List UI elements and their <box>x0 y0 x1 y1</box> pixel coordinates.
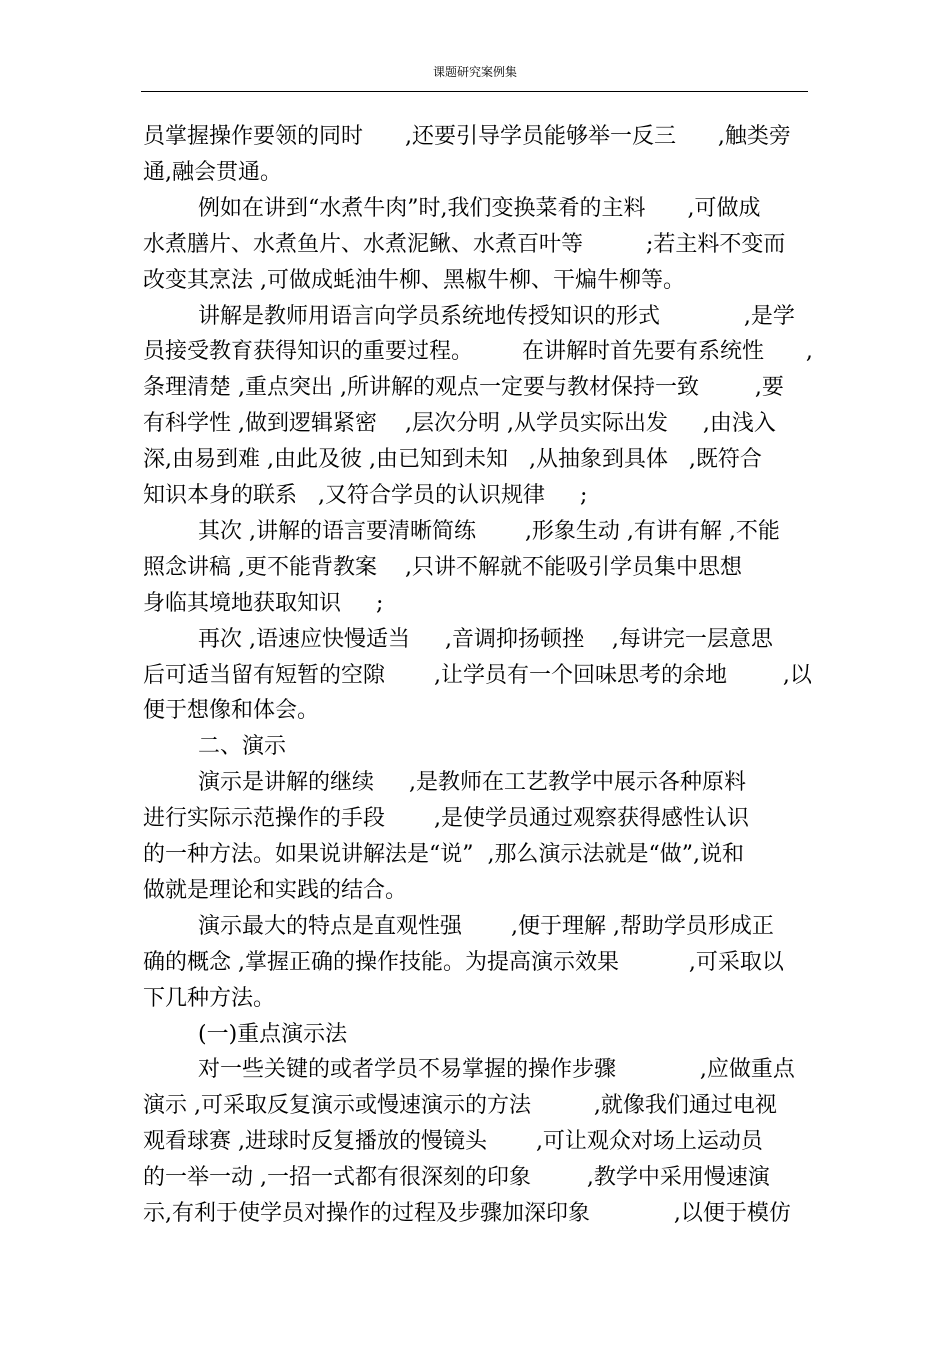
page-header: 课题研究案例集 <box>432 65 517 79</box>
text-line: 的一种方法。如果说讲解法是“说” ,那么演示法就是“做”,说和 <box>143 842 744 867</box>
text-line: 其次 ,讲解的语言要清晰简练 ,形象生动 ,有讲有解 ,不能 <box>198 518 780 544</box>
text-line: 下几种方法。 <box>143 985 276 1011</box>
text-line: 有科学性 ,做到逻辑紧密 ,层次分明 ,从学员实际出发 ,由浅入 <box>143 411 776 437</box>
text-line: 身临其境地获取知识 ; <box>143 590 384 616</box>
text-line: 通,融会贯通。 <box>143 159 282 185</box>
text-line: 讲解是教师用语言向学员系统地传授知识的形式 ,是学 <box>198 303 795 329</box>
text-line: 对一些关键的或者学员不易掌握的操作步骤 ,应做重点 <box>198 1057 795 1083</box>
text-line: 演示是讲解的继续 ,是教师在工艺教学中展示各种原料 <box>198 770 746 796</box>
text-line: 条理清楚 ,重点突出 ,所讲解的观点一定要与教材保持一致 ,要 <box>143 375 784 401</box>
subsection-heading: (一)重点演示法 <box>198 1021 348 1047</box>
text-line: 水煮膳片、水煮鱼片、水煮泥鳅、水煮百叶等 ;若主料不变而 <box>143 231 786 257</box>
text-line: 观看球赛 ,进球时反复播放的慢镜头 ,可让观众对场上运动员 <box>143 1129 763 1155</box>
text-line: 深,由易到难 ,由此及彼 ,由已知到未知 ,从抽象到具体 ,既符合 <box>143 447 762 473</box>
text-line: 示,有利于使学员对操作的过程及步骤加深印象 ,以便于模仿 <box>143 1201 791 1226</box>
section-heading: 二、演示 <box>198 734 287 760</box>
text-line: 照念讲稿 ,更不能背教案 ,只讲不解就不能吸引学员集中思想 <box>143 554 742 580</box>
text-line: 后可适当留有短暂的空隙 ,让学员有一个回味思考的余地 ,以 <box>143 662 812 688</box>
text-line: 做就是理论和实践的结合。 <box>143 877 408 903</box>
text-line: 知识本身的联系 ,又符合学员的认识规律 ; <box>143 483 588 508</box>
text-line: 确的概念 ,掌握正确的操作技能。为提高演示效果 ,可采取以 <box>143 949 784 975</box>
text-line: 的一举一动 ,一招一式都有很深刻的印象 ,教学中采用慢速演 <box>143 1165 770 1191</box>
text-line: 演示 ,可采取反复演示或慢速演示的方法 ,就像我们通过电视 <box>143 1093 777 1119</box>
text-line: 员接受教育获得知识的重要过程。 在讲解时首先要有系统性 , <box>143 339 813 365</box>
text-line: 进行实际示范操作的手段 ,是使学员通过观察获得感性认识 <box>143 806 749 832</box>
text-line: 员掌握操作要领的同时 ,还要引导学员能够举一反三 ,触类旁 <box>143 124 791 149</box>
text-line: 例如在讲到“水煮牛肉”时,我们变换菜肴的主料 ,可做成 <box>198 195 761 221</box>
text-line: 便于想像和体会。 <box>143 698 320 724</box>
text-line: 演示最大的特点是直观性强 ,便于理解 ,帮助学员形成正 <box>198 913 774 939</box>
text-line: 再次 ,语速应快慢适当 ,音调抑扬顿挫 ,每讲完一层意思 <box>198 626 773 652</box>
text-line: 改变其烹法 ,可做成蚝油牛柳、黑椒牛柳、干煸牛柳等。 <box>143 267 685 293</box>
